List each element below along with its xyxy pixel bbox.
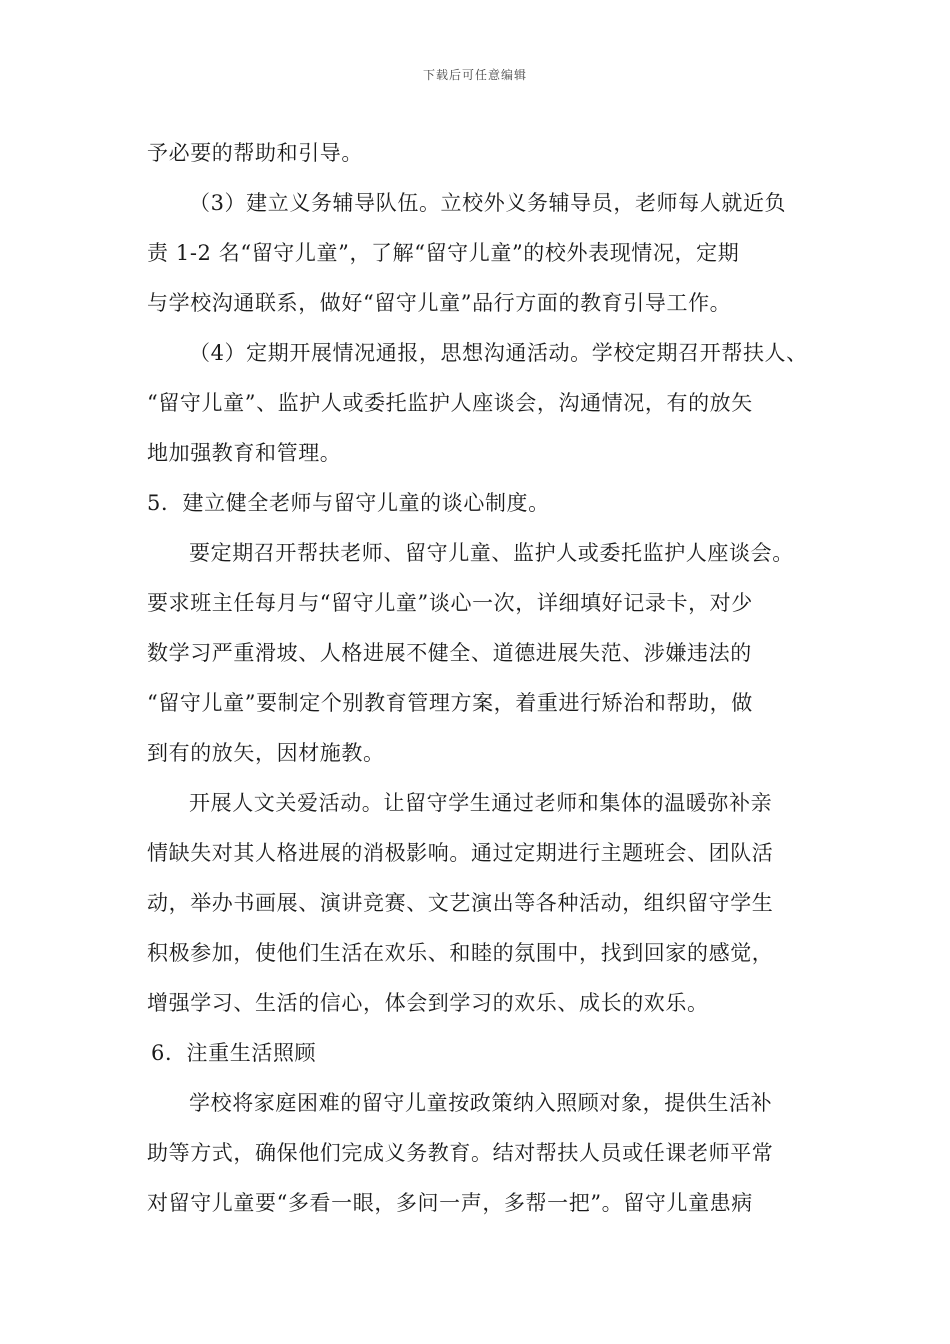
text-line: 予必要的帮助和引导。 xyxy=(147,141,363,165)
text-line: 积极参加，使他们生活在欢乐、和睦的氛围中，找到回家的感觉， xyxy=(147,941,774,965)
text-line: 增强学习、生活的信心，体会到学习的欢乐、成长的欢乐。 xyxy=(147,991,709,1015)
text-line: 开展人文关爱活动。让留守学生通过老师和集体的温暖弥补亲 xyxy=(189,791,773,815)
document-body xyxy=(147,128,812,1228)
text-line: 学校将家庭困难的留守儿童按政策纳入照顾对象，提供生活补 xyxy=(189,1091,773,1115)
text-line: 到有的放矢，因材施教。 xyxy=(147,741,385,765)
text-line: “留守儿童”要制定个别教育管理方案，着重进行矫治和帮助，做 xyxy=(147,691,753,715)
text-line: 数学习严重滑坡、人格进展不健全、道德进展失范、涉嫌违法的 xyxy=(147,641,752,665)
text-line: 对留守儿童要“多看一眼，多问一声，多帮一把”。留守儿童患病 xyxy=(147,1191,753,1215)
text-line: 责 1-2 名“留守儿童”，了解“留守儿童”的校外表现情况，定期 xyxy=(147,241,740,265)
text-line: 动，举办书画展、演讲竞赛、文艺演出等各种活动，组织留守学生 xyxy=(147,891,774,915)
text-line: 地加强教育和管理。 xyxy=(147,441,342,465)
text-line: 助等方式，确保他们完成义务教育。结对帮扶人员或任课老师平常 xyxy=(147,1141,774,1165)
text-line: 情缺失对其人格进展的消极影响。通过定期进行主题班会、团队活 xyxy=(147,841,774,865)
text-line: 与学校沟通联系，做好“留守儿童”品行方面的教育引导工作。 xyxy=(147,291,732,315)
page-header: 下载后可任意编辑 xyxy=(422,68,527,82)
text-line: “留守儿童”、监护人或委托监护人座谈会，沟通情况，有的放矢 xyxy=(147,391,753,415)
text-line: （3）建立义务辅导队伍。立校外义务辅导员，老师每人就近负 xyxy=(189,191,787,215)
text-line: 要定期召开帮扶老师、留守儿童、监护人或委托监护人座谈会。 xyxy=(189,541,794,565)
section-heading: 6．注重生活照顾 xyxy=(151,1041,317,1065)
text-line: 要求班主任每月与“留守儿童”谈心一次，详细填好记录卡，对少 xyxy=(147,591,753,615)
text-line: （4）定期开展情况通报，思想沟通活动。学校定期召开帮扶人、 xyxy=(189,341,808,365)
section-heading: 5．建立健全老师与留守儿童的谈心制度。 xyxy=(147,491,550,515)
